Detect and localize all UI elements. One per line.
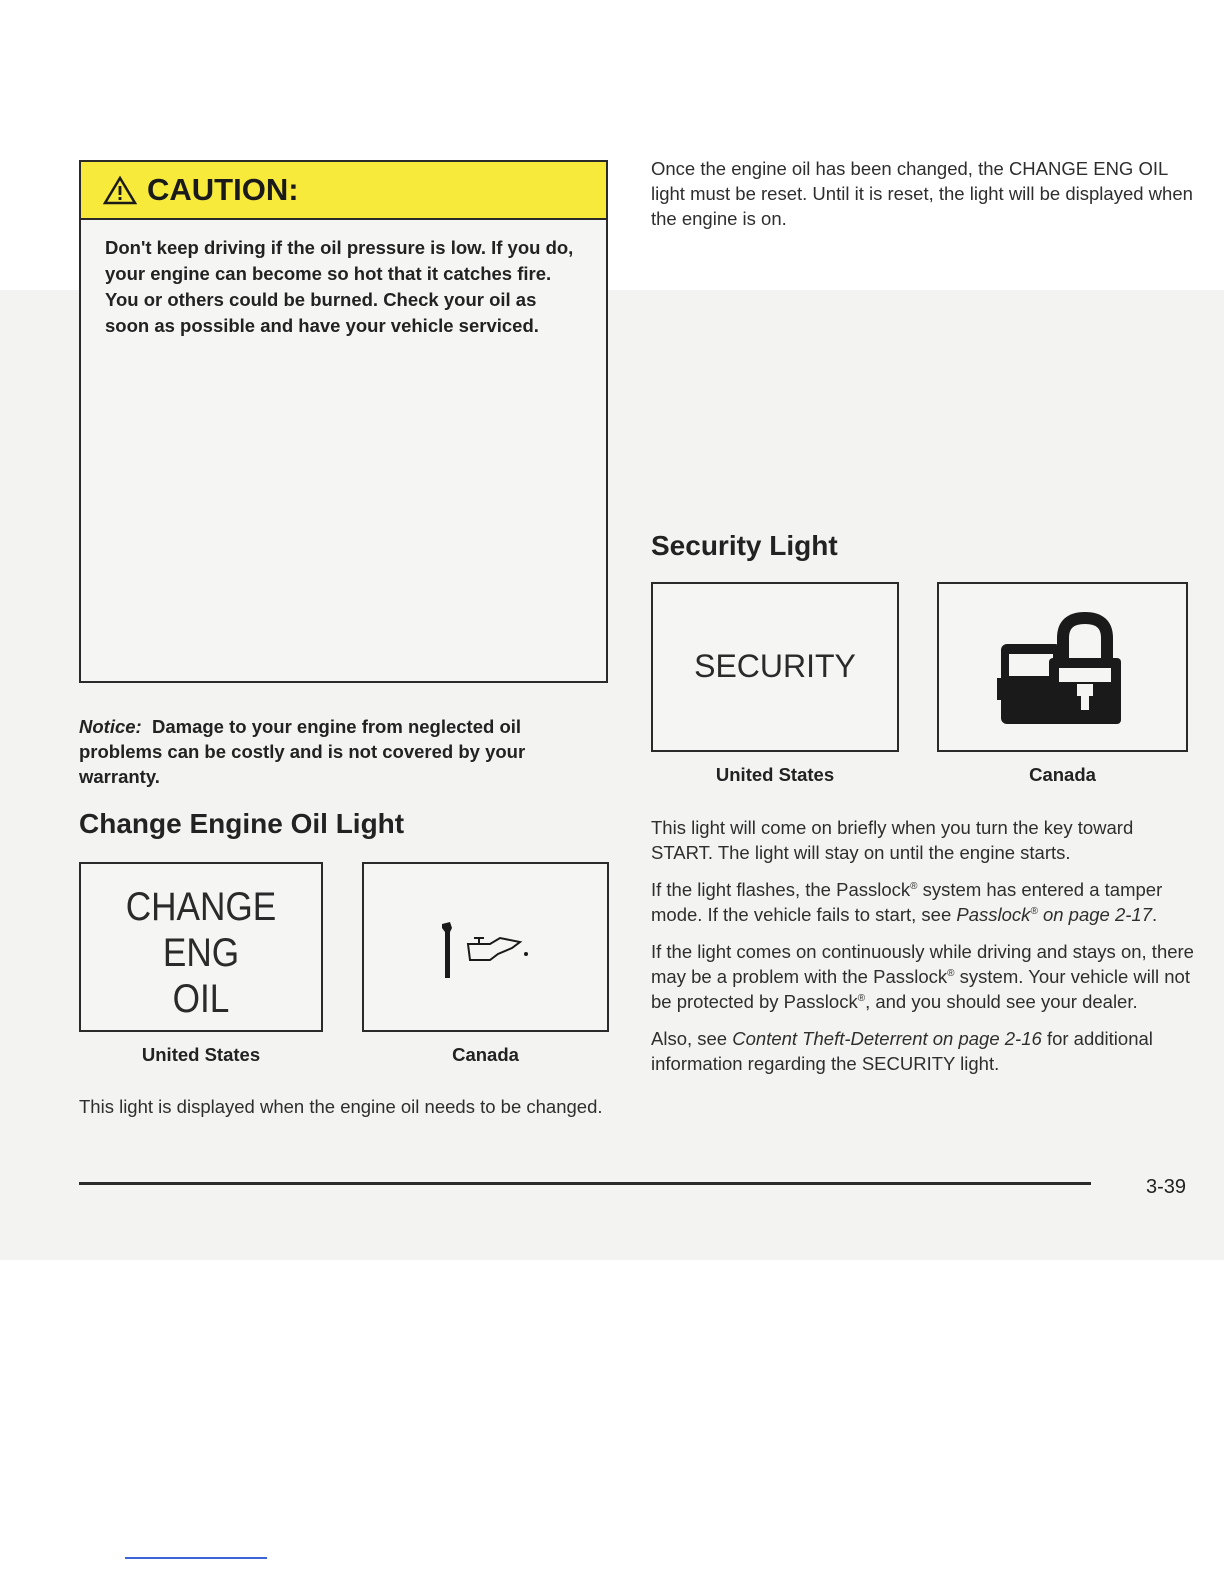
lamp-line: ENG	[162, 931, 240, 975]
passlock-link[interactable]: Passlock® on page 2-17	[956, 904, 1152, 925]
warning-triangle-icon	[103, 175, 137, 205]
blue-underline	[125, 1557, 267, 1559]
notice-paragraph	[79, 714, 609, 789]
reset-paragraph: Once the engine oil has been changed, the CHANGE ENG OIL light must be reset. Until it is reset, the light will be displayed when the engine is on.	[651, 158, 1193, 229]
caution-header	[81, 162, 606, 220]
security-heading: Security Light	[651, 530, 838, 561]
caution-text: Don't keep driving if the oil pressure is low. If you do, your engine can become so hot that it catches fire. You or others could be burned. Check your oil as soon as possible and have your vehicle serviced.	[105, 237, 574, 336]
caption-us: United States	[141, 1044, 261, 1065]
security-paragraph-3: If the light comes on continuously while driving and stays on, there may be a problem with the Passlock® system. Your vehicle will not be protected by Passlock®, and you should see your dealer.	[651, 941, 1194, 1012]
security-paragraph-4: Also, see Content Theft-Deterrent on page 2-16 for additional information regarding the SECURITY light.	[651, 1028, 1153, 1074]
page-number: 3-39	[1146, 1176, 1187, 1198]
security-paragraph-1: This light will come on briefly when you turn the key toward START. The light will stay on until the engine starts.	[651, 817, 1134, 863]
notice-label: Notice:	[79, 716, 142, 737]
change-oil-paragraph: This light is displayed when the engine oil needs to be changed.	[79, 1096, 603, 1117]
caution-title: CAUTION:	[147, 172, 299, 207]
change-oil-heading: Change Engine Oil Light	[79, 808, 405, 839]
oil-can-icon	[438, 918, 538, 982]
security-lamp-canada	[937, 582, 1188, 752]
change-oil-lamp-canada	[362, 862, 609, 1032]
footer-rule	[79, 1182, 1091, 1185]
content-theft-deterrent-link[interactable]: Content Theft-Deterrent on page 2-16	[732, 1028, 1042, 1049]
change-eng-oil-lamp-us	[79, 862, 323, 1032]
security-lamp-text: SECURITY	[694, 648, 856, 684]
caution-box	[79, 160, 608, 683]
security-body	[651, 815, 1196, 1088]
lamp-line: OIL	[172, 977, 230, 1021]
caption-canada: Canada	[452, 1044, 519, 1065]
security-caption-us: United States	[715, 764, 835, 785]
notice-text: Damage to your engine from neglected oil problems can be costly and is not covered by your warranty.	[79, 716, 526, 787]
security-paragraph-2: If the light flashes, the Passlock® system has entered a tamper mode. If the vehicle fails to start, see Passlock® on page 2-17.	[651, 879, 1163, 925]
padlock-vehicle-icon	[997, 612, 1127, 728]
lamp-line: CHANGE	[125, 885, 277, 929]
security-caption-canada: Canada	[1029, 764, 1096, 785]
security-lamp-us	[651, 582, 899, 752]
